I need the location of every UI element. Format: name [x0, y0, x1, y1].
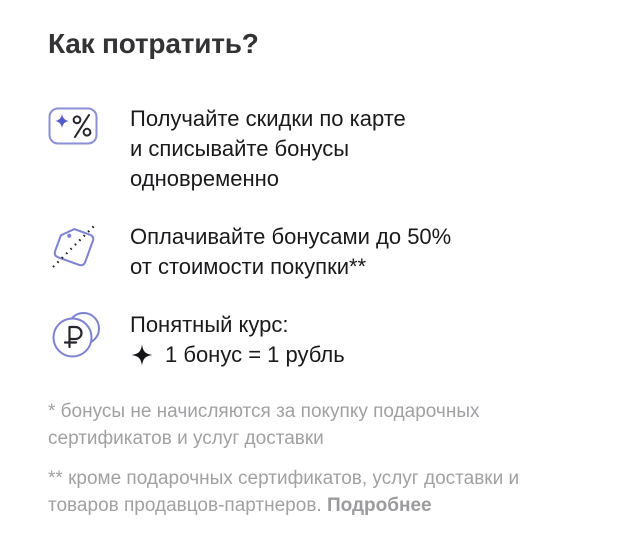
benefit-text-line: Получайте скидки по карте	[130, 106, 406, 131]
crossed-price-tag-icon	[48, 220, 100, 272]
page-title: Как потратить?	[48, 28, 259, 59]
benefit-item-pay-with-bonuses	[48, 222, 579, 282]
footnote-spend-restriction: ** кроме подарочных сертификатов, услуг доставки и товаров продавцов-партнеров. Подробнее	[48, 468, 520, 516]
benefit-text-line: 1 бонус = 1 рубль	[165, 342, 345, 367]
benefit-item-exchange-rate	[48, 310, 579, 370]
benefit-text-line: Понятный курс:	[130, 312, 289, 337]
benefit-text-line: одновременно	[130, 166, 280, 191]
footnotes	[48, 398, 579, 519]
benefit-text-line: и списывайте бонусы	[130, 136, 350, 161]
benefit-item-discounts	[48, 104, 579, 194]
discount-card-icon	[48, 107, 98, 145]
bonus-sparkle-icon	[130, 343, 154, 367]
benefit-text-line: от стоимости покупки**	[130, 254, 367, 279]
ruble-coins-icon	[48, 307, 104, 363]
footnote-earn-restriction: * бонусы не начисляются за покупку подарочных сертификатов и услуг доставки	[48, 401, 480, 449]
more-details-link[interactable]: Подробнее	[326, 495, 432, 516]
benefit-text-line: Оплачивайте бонусами до 50%	[130, 224, 452, 249]
